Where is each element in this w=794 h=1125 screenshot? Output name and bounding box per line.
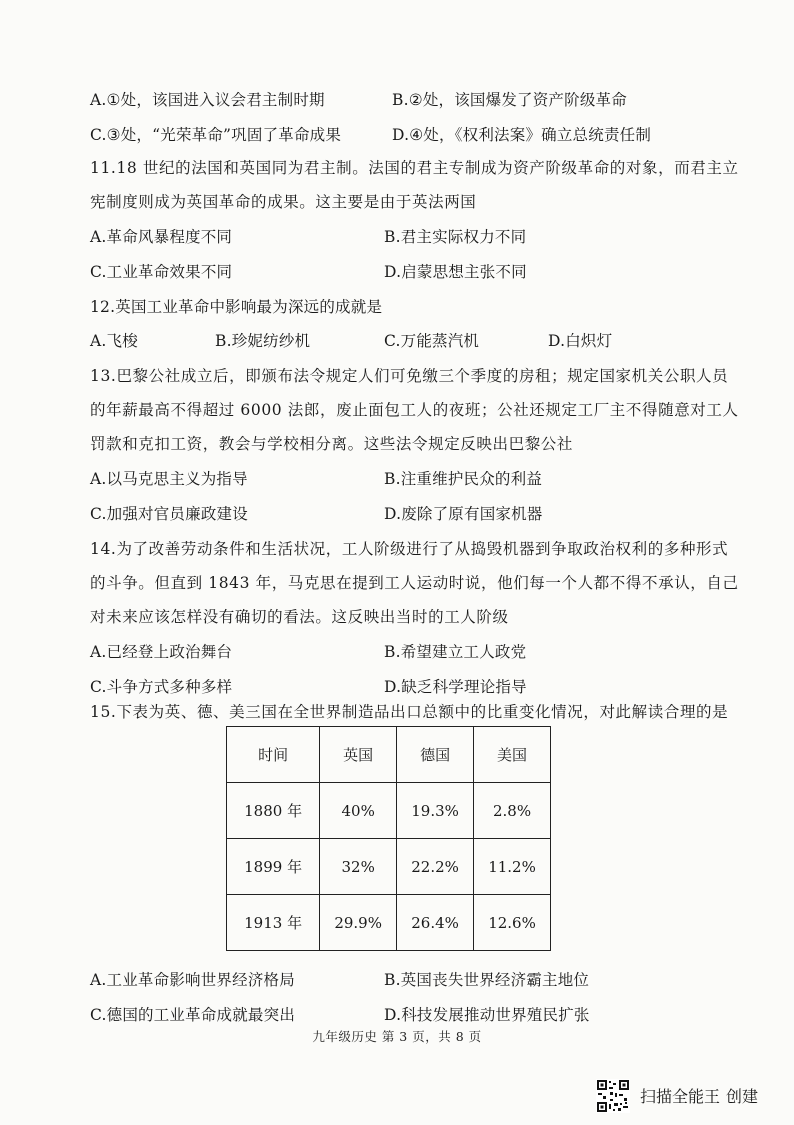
- table-cell: 29.9%: [320, 895, 397, 951]
- table-cell: 1913 年: [227, 895, 320, 951]
- table-cell: 2.8%: [474, 783, 551, 839]
- q15-option-b: B.英国丧失世界经济霸主地位: [384, 971, 590, 989]
- q15-stem: 15.下表为英、德、美三国在全世界制造品出口总额中的比重变化情况，对此解读合理的是: [90, 703, 729, 721]
- q11-option-a: A.革命风暴程度不同: [90, 228, 233, 246]
- table-row: [227, 839, 551, 895]
- table-row: [227, 895, 551, 951]
- q11-option-c: C.工业革命效果不同: [90, 263, 233, 281]
- q10-option-d: D.④处，《权利法案》确立总统责任制: [392, 126, 652, 144]
- q11-stem-line-2: 宪制度则成为英国革命的成果。这主要是由于英法两国: [90, 193, 477, 211]
- q12-option-c: C.万能蒸汽机: [384, 332, 480, 350]
- table-cell: 1880 年: [227, 783, 320, 839]
- q10-option-b: B.②处，该国爆发了资产阶级革命: [392, 91, 627, 109]
- page-footer: 九年级历史 第 3 页，共 8 页: [312, 1029, 482, 1044]
- q14-stem-line-1: 14.为了改善劳动条件和生活状况，工人阶级进行了从捣毁机器到争取政治权利的多种形式: [90, 540, 729, 558]
- q13-option-a: A.以马克思主义为指导: [90, 470, 248, 488]
- q13-option-d: D.废除了原有国家机器: [384, 505, 543, 523]
- table-cell: 1899 年: [227, 839, 320, 895]
- q14-stem-line-3: 对未来应该怎样没有确切的看法。这反映出当时的工人阶级: [90, 608, 509, 626]
- q10-option-c: C.③处，“光荣革命”巩固了革命成果: [90, 126, 342, 144]
- q13-option-c: C.加强对官员廉政建设: [90, 505, 248, 523]
- q13-stem-line-1: 13.巴黎公社成立后，即颁布法令规定人们可免缴三个季度的房租；规定国家机关公职人员: [90, 367, 729, 385]
- scanner-brand-name: 扫描全能王: [640, 1087, 721, 1106]
- q14-option-b: B.希望建立工人政党: [384, 643, 527, 661]
- q12-option-d: D.白炽灯: [548, 332, 613, 350]
- table-cell: 40%: [320, 783, 397, 839]
- q14-option-a: A.已经登上政治舞台: [90, 643, 233, 661]
- export-share-table: [226, 726, 551, 951]
- q12-option-b: B.珍妮纺纱机: [215, 332, 311, 350]
- scanner-brand-suffix: 创建: [726, 1087, 759, 1106]
- table-cell: 12.6%: [474, 895, 551, 951]
- table-header-row: [227, 727, 551, 783]
- q13-option-b: B.注重维护民众的利益: [384, 470, 543, 488]
- q11-option-d: D.启蒙思想主张不同: [384, 263, 527, 281]
- scanner-brand: [640, 1084, 758, 1107]
- q11-stem-line-1: 11.18 世纪的法国和英国同为君主制。法国的君主专制成为资产阶级革命的对象，而君主立: [90, 159, 739, 177]
- table-cell: 19.3%: [397, 783, 474, 839]
- table-header-cell: 美国: [474, 727, 551, 783]
- table-row: [227, 783, 551, 839]
- q15-option-d: D.科技发展推动世界殖民扩张: [384, 1006, 590, 1024]
- q12-stem: 12.英国工业革命中影响最为深远的成就是: [90, 298, 383, 316]
- q14-option-d: D.缺乏科学理论指导: [384, 678, 527, 696]
- table-cell: 32%: [320, 839, 397, 895]
- q14-option-c: C.斗争方式多种多样: [90, 678, 233, 696]
- table-header-cell: 德国: [397, 727, 474, 783]
- table-header-cell: 时间: [227, 727, 320, 783]
- q14-stem-line-2: 的斗争。但直到 1843 年，马克思在提到工人运动时说，他们每一个人都不得不承认，自己: [90, 574, 739, 592]
- q15-option-c: C.德国的工业革命成就最突出: [90, 1006, 296, 1024]
- table-cell: 26.4%: [397, 895, 474, 951]
- table-header-cell: 英国: [320, 727, 397, 783]
- table-cell: 11.2%: [474, 839, 551, 895]
- q15-option-a: A.工业革命影响世界经济格局: [90, 971, 295, 989]
- qr-code-icon: [596, 1079, 630, 1113]
- q13-stem-line-2: 的年薪最高不得超过 6000 法郎，废止面包工人的夜班；公社还规定工厂主不得随意对工人: [90, 401, 739, 419]
- table-cell: 22.2%: [397, 839, 474, 895]
- q13-stem-line-3: 罚款和克扣工资，教会与学校相分离。这些法令规定反映出巴黎公社: [90, 435, 574, 453]
- q12-option-a: A.飞梭: [90, 332, 138, 350]
- q10-option-a: A.①处，该国进入议会君主制时期: [90, 91, 325, 109]
- q11-option-b: B.君主实际权力不同: [384, 228, 527, 246]
